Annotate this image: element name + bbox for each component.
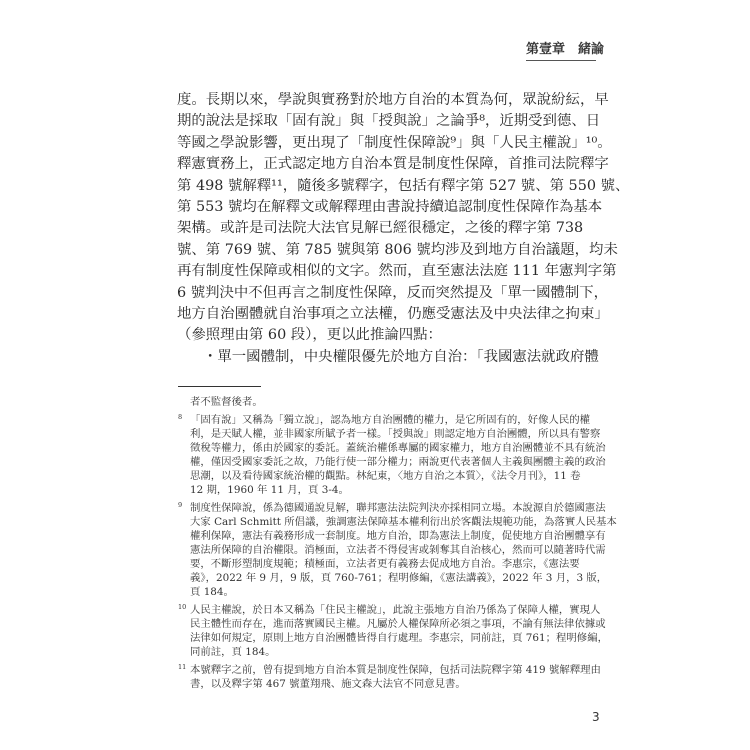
- footnote: [178, 603, 608, 659]
- body-line: 等國之學說影響，更出現了「制度性保障說⁹」與「人民主權說」¹⁰。: [177, 134, 612, 151]
- body-text: [177, 90, 630, 368]
- footnotes: [178, 395, 617, 691]
- footnote-line: 民主體性而存在，進而落實國民主權。凡屬於人權保障所必須之事項，不論有無法律依據或: [190, 618, 606, 630]
- footnote-line: 頁 184。: [190, 586, 234, 598]
- footnote-line: 思潮，以及看待國家統治權的觀點。林紀東，〈地方自治之本質〉，《法令月刊》，11 卷: [190, 470, 581, 482]
- body-line: （參照理由第 60 段），更以此推論四點：: [177, 327, 442, 344]
- body-line: 地方自治團體就自治事項之立法權，仍應受憲法及中央法律之拘束」: [177, 306, 609, 323]
- body-line: 釋憲實務上，正式認定地方自治本質是制度性保障，首推司法院釋字: [177, 156, 609, 173]
- footnote-line: 徵稅等權力，係由於國家的委託。蓋統治權係專屬的國家權力，地方自治團體並不具有統治: [190, 442, 606, 454]
- body-line: 第 498 號解釋¹¹，隨後多號釋字，包括有釋字第 527 號、第 550 號、: [177, 177, 630, 194]
- body-line: 期的說法是採取「固有說」與「授與說」之論爭⁸，近期受到德、日: [177, 113, 601, 130]
- footnote-line: 大家 Carl Schmitt 所倡議，強調憲法保障基本權利衍出於客觀法規範功能，為落實人民基本: [190, 516, 617, 528]
- footnote-line: 權利保障，憲法有義務形成一套制度。地方自治，即為憲法上制度，促使地方自治團體享有: [190, 530, 606, 542]
- running-header-chapter: 第壹章 緒論: [526, 38, 596, 61]
- footnote-line: 書，以及釋字第 467 號董翔飛、施文森大法官不同意見書。: [190, 678, 466, 690]
- footnote-separator: [178, 386, 261, 387]
- footnote-line: 利，是天賦人權，並非國家所賦予者一樣。「授與說」則認定地方自治團體，所以具有警察: [190, 428, 601, 440]
- body-line: 架構。或許是司法院大法官見解已經很穩定，之後的釋字第 738: [177, 220, 584, 237]
- body-line: 度。長期以來，學說與實務對於地方自治的本質為何，眾說紛紜，早: [177, 92, 609, 108]
- footnote-line: 制度性保障說，係為德國通說見解，聯邦憲法法院判決亦採相同立場。本說源自於德國憲法: [190, 502, 606, 514]
- footnote-number: 8: [178, 413, 183, 421]
- footnote-line: 12 期，1960 年 11 月，頁 3-4。: [190, 484, 349, 496]
- footnote: [190, 395, 573, 409]
- footnote-line: 者不監督後者。: [190, 396, 263, 408]
- body-line: ・單一國體制，中央權限優先於地方自治：「我國憲法就政府體: [203, 348, 599, 365]
- body-line: 號、第 769 號、第 785 號與第 806 號均涉及到地方自治議題，均未: [177, 241, 618, 258]
- footnote-number: 9: [178, 501, 183, 509]
- body-line: 再有制度性保障或相似的文字。然而，直至憲法法庭 111 年憲判字第: [177, 263, 617, 280]
- page-number: 3: [592, 710, 600, 724]
- footnote-line: 「固有說」又稱為「獨立說」，認為地方自治團體的權力，是它所固有的，好像人民的權: [190, 414, 591, 426]
- footnote-number: 10: [178, 603, 187, 611]
- footnote-line: 權，僅因受國家委託之故，乃能行使一部分權力；兩說更代表著個人主義與團體主義的政治: [190, 456, 606, 468]
- footnote-line: 義》，2022 年 9 月，9 版，頁 760-761；程明修編，《憲法講義》，2022 年 3 月，3 版，: [190, 572, 608, 584]
- footnote: [178, 501, 617, 599]
- footnote-line: 憲法所保障的自治權限。消極面，立法者不得侵害或剝奪其自治核心，然而可以隨著時代需: [190, 544, 606, 556]
- footnote-line: 法律如何規定，原則上地方自治團體皆得自行處理。李惠宗，同前註，頁 761；程明修編，: [190, 632, 608, 644]
- footnote-line: 同前註，頁 184。: [190, 646, 276, 658]
- footnote-line: 要，不斷形塑制度規範；積極面，立法者更有義務去促成地方自治。李惠宗，《憲法要: [190, 558, 580, 570]
- footnote-line: 本號釋字之前，曾有提到地方自治本質是制度性保障，包括司法院釋字第 419 號解釋理由: [190, 664, 601, 676]
- footnote-line: 人民主權說，於日本又稱為「住民主權說」，此說主張地方自治乃係為了保障人權，實現人: [190, 604, 601, 616]
- body-line: 第 553 號均在解釋文或解釋理由書說持續追認制度性保障作為基本: [177, 199, 603, 216]
- footnote-number: 11: [178, 663, 187, 671]
- footnote: [178, 413, 606, 497]
- footnote: [178, 663, 601, 691]
- body-line: 6 號判決中不但再言之制度性保障，反而突然提及「單一國體制下，: [177, 284, 609, 301]
